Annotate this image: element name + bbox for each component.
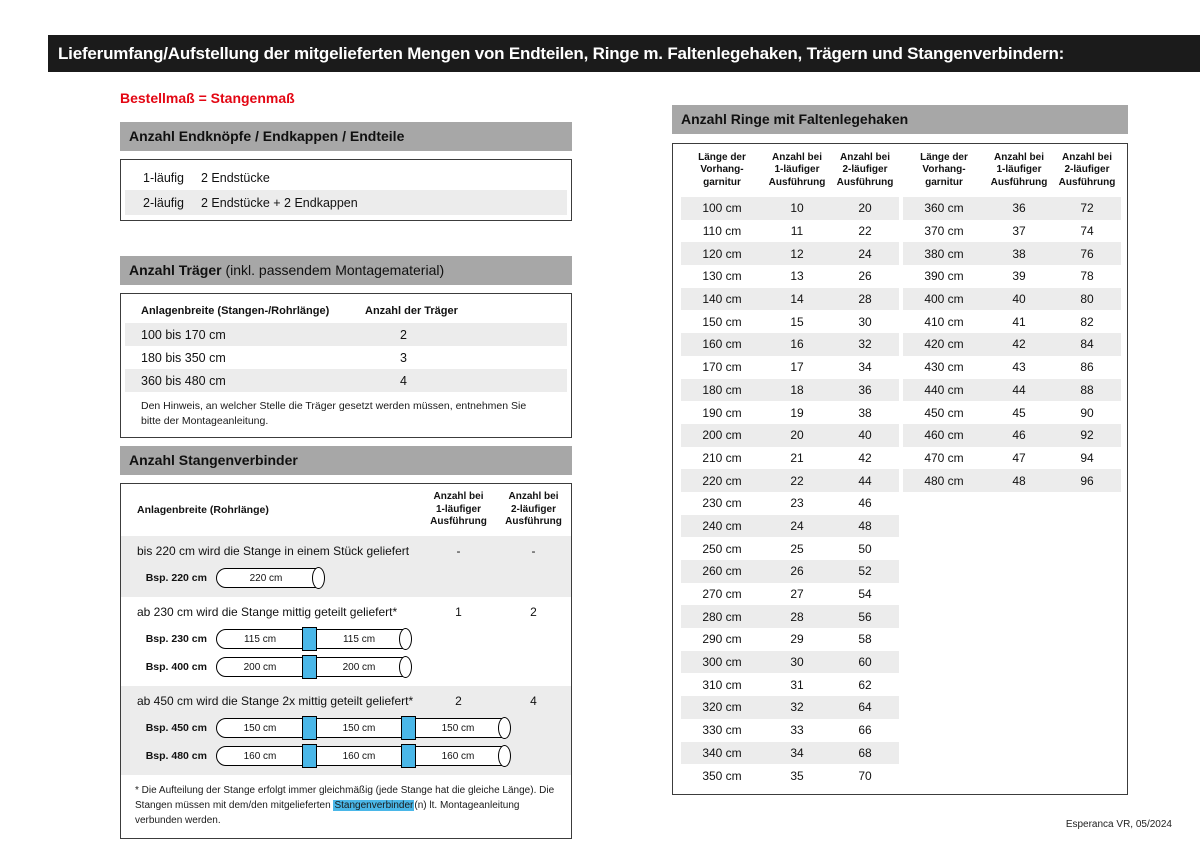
count-1laufig-cell: 38: [1012, 246, 1026, 261]
col-header-2laufig: Anzahl bei 2-läufiger Ausführung: [505, 491, 562, 528]
ring-table-row: [903, 447, 1121, 470]
section-title-endpieces: Anzahl Endknöpfe / Endkappen / Endteile: [129, 128, 405, 144]
length-cell: 190 cm: [702, 405, 742, 420]
subtitle-bestellmass: Bestellmaß = Stangenmaß: [120, 90, 295, 106]
length-cell: 260 cm: [702, 564, 742, 579]
length-cell: 140 cm: [702, 292, 742, 307]
length-cell: 180 cm: [702, 382, 742, 397]
rod-example-label: Bsp. 220 cm: [145, 572, 207, 584]
count-1laufig: 1: [455, 605, 462, 619]
ring-table-row: [681, 696, 899, 719]
rod-group-text-row: [121, 689, 571, 713]
section-header-traeger: [120, 256, 572, 285]
count-1laufig-cell: 44: [1012, 382, 1026, 397]
count-1laufig: 2: [455, 694, 462, 708]
count-cell: 2: [400, 327, 407, 342]
rod-segment: 115 cm: [216, 629, 304, 649]
length-cell: 220 cm: [702, 473, 742, 488]
count-2laufig-cell: 54: [858, 587, 872, 602]
count-2laufig-cell: 56: [858, 609, 872, 624]
ring-tables-container: [672, 143, 1128, 795]
ring-table-row: [681, 197, 899, 220]
col-header-1laufig: Anzahl bei 1-läufiger Ausführung: [768, 151, 826, 188]
rod-group-text-row: [121, 600, 571, 624]
count-2laufig-cell: 30: [858, 314, 872, 329]
count-2laufig-cell: 60: [858, 655, 872, 670]
length-cell: 310 cm: [702, 677, 742, 692]
count-2laufig-cell: 64: [858, 700, 872, 715]
count-1laufig-cell: 39: [1012, 269, 1026, 284]
count-1laufig-cell: 16: [790, 337, 804, 352]
rod-example-label: Bsp. 400 cm: [145, 661, 207, 673]
length-cell: 100 cm: [702, 201, 742, 216]
length-cell: 210 cm: [702, 450, 742, 465]
length-cell: 370 cm: [924, 224, 964, 239]
rod-end-cap-icon: [498, 717, 511, 739]
ring-table-row: [681, 379, 899, 402]
count-2laufig-cell: 26: [858, 269, 872, 284]
count-2laufig-cell: 74: [1080, 224, 1094, 239]
ring-table-row: [681, 719, 899, 742]
count-2laufig-cell: 32: [858, 337, 872, 352]
rod-connector: [401, 744, 416, 768]
rod-example: [121, 626, 571, 652]
count-1laufig-cell: 42: [1012, 337, 1026, 352]
endpieces-value-cell: 2 Endstücke + 2 Endkappen: [201, 195, 358, 210]
ring-table-row: [903, 424, 1121, 447]
ring-table-left: [681, 144, 899, 794]
rod-group-description: ab 450 cm wird die Stange 2x mittig geteilt geliefert*: [137, 694, 414, 708]
count-1laufig-cell: 26: [790, 564, 804, 579]
col-header-rohrlaenge: Anlagenbreite (Rohrlänge): [137, 504, 269, 516]
length-cell: 440 cm: [924, 382, 964, 397]
length-cell: 450 cm: [924, 405, 964, 420]
count-2laufig-cell: 62: [858, 677, 872, 692]
ring-table-body: [681, 197, 899, 787]
rod-example: [121, 715, 571, 741]
count-cell: 3: [400, 350, 407, 365]
count-1laufig-cell: 11: [790, 224, 804, 239]
section-title-ringe: Anzahl Ringe mit Faltenlegehaken: [681, 111, 909, 127]
length-cell: 240 cm: [702, 518, 742, 533]
rod-segment: 200 cm: [315, 657, 403, 677]
count-2laufig: -: [531, 544, 536, 558]
rod-segment: 150 cm: [315, 718, 403, 738]
ring-table-row: [681, 742, 899, 765]
length-cell: 150 cm: [702, 314, 742, 329]
ring-table-row: [903, 333, 1121, 356]
length-cell: 130 cm: [702, 269, 742, 284]
endpieces-row: [125, 190, 567, 215]
range-cell: 100 bis 170 cm: [141, 327, 226, 342]
page-title: Lieferumfang/Aufstellung der mitgelieferten Mengen von Endteilen, Ringe m. Faltenlegehaken, Trägern und Stangenverbindern:: [48, 35, 1200, 72]
rod-segment: 150 cm: [414, 718, 502, 738]
length-cell: 340 cm: [702, 745, 742, 760]
count-2laufig-cell: 68: [858, 745, 872, 760]
ring-table-row: [681, 605, 899, 628]
count-1laufig-cell: 36: [1012, 201, 1026, 216]
col-header-1laufig: Anzahl bei 1-läufiger Ausführung: [990, 151, 1048, 188]
section-title-traeger-suffix: (inkl. passendem Montagematerial): [221, 262, 445, 278]
ring-table-body: [903, 197, 1121, 492]
ring-table-row: [681, 265, 899, 288]
length-cell: 270 cm: [702, 587, 742, 602]
length-cell: 330 cm: [702, 723, 742, 738]
count-1laufig-cell: 17: [790, 360, 804, 375]
range-cell: 180 bis 350 cm: [141, 350, 226, 365]
length-cell: 380 cm: [924, 246, 964, 261]
length-cell: 120 cm: [702, 246, 742, 261]
ring-table-row: [903, 220, 1121, 243]
rod-diagram: [216, 743, 511, 769]
count-1laufig-cell: 48: [1012, 473, 1026, 488]
count-2laufig-cell: 82: [1080, 314, 1094, 329]
count-1laufig-cell: 30: [790, 655, 804, 670]
length-cell: 350 cm: [702, 768, 742, 783]
ring-table-row: [681, 356, 899, 379]
ring-table-row: [681, 288, 899, 311]
traeger-row: [125, 346, 567, 369]
count-2laufig-cell: 40: [858, 428, 872, 443]
count-2laufig-cell: 96: [1080, 473, 1094, 488]
ring-table-row: [681, 401, 899, 424]
count-2laufig-cell: 80: [1080, 292, 1094, 307]
count-2laufig-cell: 72: [1080, 201, 1094, 216]
rod-diagram: [216, 654, 412, 680]
stangenverbinder-table-header: [121, 484, 571, 536]
count-1laufig-cell: 19: [790, 405, 804, 420]
rod-connector: [401, 716, 416, 740]
count-2laufig-cell: 84: [1080, 337, 1094, 352]
count-cell: 4: [400, 373, 407, 388]
length-cell: 430 cm: [924, 360, 964, 375]
rod-end-cap-icon: [399, 628, 412, 650]
count-1laufig-cell: 27: [790, 587, 804, 602]
count-2laufig-cell: 86: [1080, 360, 1094, 375]
ring-table-row: [681, 447, 899, 470]
count-2laufig-cell: 50: [858, 541, 872, 556]
count-1laufig-cell: 40: [1012, 292, 1026, 307]
count-1laufig-cell: 15: [790, 314, 804, 329]
count-1laufig-cell: 31: [790, 677, 804, 692]
length-cell: 170 cm: [702, 360, 742, 375]
rod-segment: 220 cm: [216, 568, 316, 588]
footnote-text-pre: * Die Aufteilung der Stange erfolgt immer gleichmäßig (jede Stange hat die gleiche Länge). Die Stangen müssen mit dem/den mitgelieferten: [135, 785, 555, 811]
count-2laufig-cell: 46: [858, 496, 872, 511]
count-1laufig-cell: 24: [790, 518, 804, 533]
ring-table-row: [903, 356, 1121, 379]
count-2laufig-cell: 70: [858, 768, 872, 783]
length-cell: 400 cm: [924, 292, 964, 307]
count-1laufig-cell: 28: [790, 609, 804, 624]
length-cell: 410 cm: [924, 314, 964, 329]
count-2laufig-cell: 92: [1080, 428, 1094, 443]
length-cell: 110 cm: [702, 224, 742, 239]
count-1laufig: -: [456, 544, 461, 558]
length-cell: 390 cm: [924, 269, 964, 284]
ring-table-header: [903, 144, 1121, 197]
count-1laufig-cell: 13: [790, 269, 804, 284]
ring-table-row: [681, 673, 899, 696]
ring-table-right: [903, 144, 1121, 794]
rod-segment: 200 cm: [216, 657, 304, 677]
rod-end-cap-icon: [498, 745, 511, 767]
count-1laufig-cell: 20: [790, 428, 804, 443]
traeger-row: [125, 323, 567, 346]
count-1laufig-cell: 22: [790, 473, 804, 488]
length-cell: 290 cm: [702, 632, 742, 647]
length-cell: 320 cm: [702, 700, 742, 715]
rod-segment: 160 cm: [414, 746, 502, 766]
ring-table-row: [681, 220, 899, 243]
ring-table-row: [903, 310, 1121, 333]
count-1laufig-cell: 10: [790, 201, 804, 216]
count-2laufig: 4: [530, 694, 537, 708]
ring-table-row: [681, 333, 899, 356]
rod-example: [121, 743, 571, 769]
section-header-ringe: [672, 105, 1128, 134]
ring-table-row: [681, 424, 899, 447]
rod-example-label: Bsp. 230 cm: [145, 633, 207, 645]
count-1laufig-cell: 46: [1012, 428, 1026, 443]
count-2laufig-cell: 34: [858, 360, 872, 375]
rod-examples: [121, 715, 571, 769]
length-cell: 200 cm: [702, 428, 742, 443]
rod-diagram: [216, 626, 412, 652]
rod-example-label: Bsp. 450 cm: [145, 722, 207, 734]
count-2laufig-cell: 22: [858, 224, 872, 239]
count-1laufig-cell: 32: [790, 700, 804, 715]
rod-group-ab-450: [121, 686, 571, 775]
endpieces-row: [125, 165, 567, 190]
col-header-laenge: Länge der Vorhang- garnitur: [698, 151, 746, 188]
col-header-2laufig: Anzahl bei 2-läufiger Ausführung: [836, 151, 894, 188]
count-2laufig-cell: 42: [858, 450, 872, 465]
count-2laufig-cell: 66: [858, 723, 872, 738]
section-header-stangenverbinder: [120, 446, 572, 475]
count-1laufig-cell: 21: [790, 450, 804, 465]
ring-table-row: [903, 288, 1121, 311]
count-2laufig-cell: 24: [858, 246, 872, 261]
count-1laufig-cell: 41: [1012, 314, 1026, 329]
rod-examples: [121, 565, 571, 591]
length-cell: 360 cm: [924, 201, 964, 216]
rod-group-bis-220: [121, 536, 571, 597]
rod-connector: [302, 627, 317, 651]
rod-connector: [302, 716, 317, 740]
rod-segment: 160 cm: [315, 746, 403, 766]
count-1laufig-cell: 12: [790, 246, 804, 261]
ring-table-row: [681, 242, 899, 265]
footnote-text-post: (n) lt. Montageanleitung verbunden werden.: [135, 800, 520, 826]
length-cell: 480 cm: [924, 473, 964, 488]
ring-table-row: [903, 197, 1121, 220]
ring-table-row: [681, 515, 899, 538]
col-header-anzahl-traeger: Anzahl der Träger: [365, 304, 458, 317]
col-header-2laufig: Anzahl bei 2-läufiger Ausführung: [1058, 151, 1116, 188]
ring-table-row: [903, 379, 1121, 402]
ring-table-row: [681, 537, 899, 560]
count-1laufig-cell: 34: [790, 745, 804, 760]
rod-end-cap-icon: [399, 656, 412, 678]
stangenverbinder-table: [120, 483, 572, 839]
rod-connector: [302, 655, 317, 679]
length-cell: 280 cm: [702, 609, 742, 624]
section-title-traeger: Anzahl Träger: [129, 262, 222, 278]
footnote: [121, 775, 571, 834]
count-2laufig: 2: [530, 605, 537, 619]
rod-segment: 160 cm: [216, 746, 304, 766]
count-1laufig-cell: 18: [790, 382, 804, 397]
rod-examples: [121, 626, 571, 680]
ring-table-row: [681, 492, 899, 515]
section-title-stangenverbinder: Anzahl Stangenverbinder: [129, 452, 298, 468]
count-2laufig-cell: 48: [858, 518, 872, 533]
ring-table-row: [681, 583, 899, 606]
rod-example: [121, 654, 571, 680]
count-1laufig-cell: 23: [790, 496, 804, 511]
length-cell: 470 cm: [924, 450, 964, 465]
count-1laufig-cell: 29: [790, 632, 804, 647]
length-cell: 250 cm: [702, 541, 742, 556]
count-2laufig-cell: 78: [1080, 269, 1094, 284]
endpieces-table: [120, 159, 572, 221]
ring-table-row: [903, 401, 1121, 424]
ring-table-row: [681, 310, 899, 333]
rod-group-ab-230: [121, 597, 571, 686]
run-type-cell: 1-läufig: [143, 170, 184, 185]
col-header-laenge: Länge der Vorhang- garnitur: [920, 151, 968, 188]
count-1laufig-cell: 33: [790, 723, 804, 738]
rod-connector: [302, 744, 317, 768]
ring-table-row: [903, 265, 1121, 288]
traeger-row: [125, 369, 567, 392]
highlighted-term-stangenverbinder: Stangenverbinder: [334, 800, 414, 811]
count-1laufig-cell: 43: [1012, 360, 1026, 375]
count-2laufig-cell: 58: [858, 632, 872, 647]
range-cell: 360 bis 480 cm: [141, 373, 226, 388]
count-2laufig-cell: 36: [858, 382, 872, 397]
count-1laufig-cell: 47: [1012, 450, 1026, 465]
section-header-endpieces: [120, 122, 572, 151]
count-1laufig-cell: 25: [790, 541, 804, 556]
rod-group-description: bis 220 cm wird die Stange in einem Stück geliefert: [137, 544, 410, 558]
rod-group-text-row: [121, 539, 571, 563]
count-2laufig-cell: 90: [1080, 405, 1094, 420]
length-cell: 300 cm: [702, 655, 742, 670]
col-header-anlagenbreite: Anlagenbreite (Stangen-/Rohrlänge): [141, 304, 330, 317]
count-2laufig-cell: 52: [858, 564, 872, 579]
ring-table-row: [681, 651, 899, 674]
count-2laufig-cell: 94: [1080, 450, 1094, 465]
ring-table-row: [903, 469, 1121, 492]
count-1laufig-cell: 14: [790, 292, 804, 307]
rod-segment: 150 cm: [216, 718, 304, 738]
ring-table-row: [681, 469, 899, 492]
count-2laufig-cell: 44: [858, 473, 872, 488]
traeger-table-header: [125, 298, 567, 323]
length-cell: 230 cm: [702, 496, 742, 511]
count-1laufig-cell: 35: [790, 768, 804, 783]
traeger-table: [120, 293, 572, 438]
col-header-1laufig: Anzahl bei 1-läufiger Ausführung: [430, 491, 487, 528]
ring-table-row: [681, 628, 899, 651]
ring-table-header: [681, 144, 899, 197]
length-cell: 460 cm: [924, 428, 964, 443]
count-2laufig-cell: 76: [1080, 246, 1094, 261]
rod-diagram: [216, 565, 325, 591]
ring-table-row: [903, 242, 1121, 265]
rod-example-label: Bsp. 480 cm: [145, 750, 207, 762]
count-2laufig-cell: 38: [858, 405, 872, 420]
endpieces-value-cell: 2 Endstücke: [201, 170, 270, 185]
run-type-cell: 2-läufig: [143, 195, 184, 210]
count-2laufig-cell: 28: [858, 292, 872, 307]
length-cell: 160 cm: [702, 337, 742, 352]
count-2laufig-cell: 88: [1080, 382, 1094, 397]
count-1laufig-cell: 37: [1012, 224, 1026, 239]
rod-segment: 115 cm: [315, 629, 403, 649]
rod-example: [121, 565, 571, 591]
document-footer: Esperanca VR, 05/2024: [1065, 819, 1172, 830]
ring-table-row: [681, 764, 899, 787]
rod-diagram: [216, 715, 511, 741]
ring-table-row: [681, 560, 899, 583]
rod-group-description: ab 230 cm wird die Stange mittig geteilt geliefert*: [137, 605, 398, 619]
length-cell: 420 cm: [924, 337, 964, 352]
rod-end-cap-icon: [312, 567, 325, 589]
traeger-note: Den Hinweis, an welcher Stelle die Träger gesetzt werden müssen, entnehmen Sie bitte der Montageanleitung.: [141, 400, 527, 428]
count-2laufig-cell: 20: [858, 201, 872, 216]
count-1laufig-cell: 45: [1012, 405, 1026, 420]
